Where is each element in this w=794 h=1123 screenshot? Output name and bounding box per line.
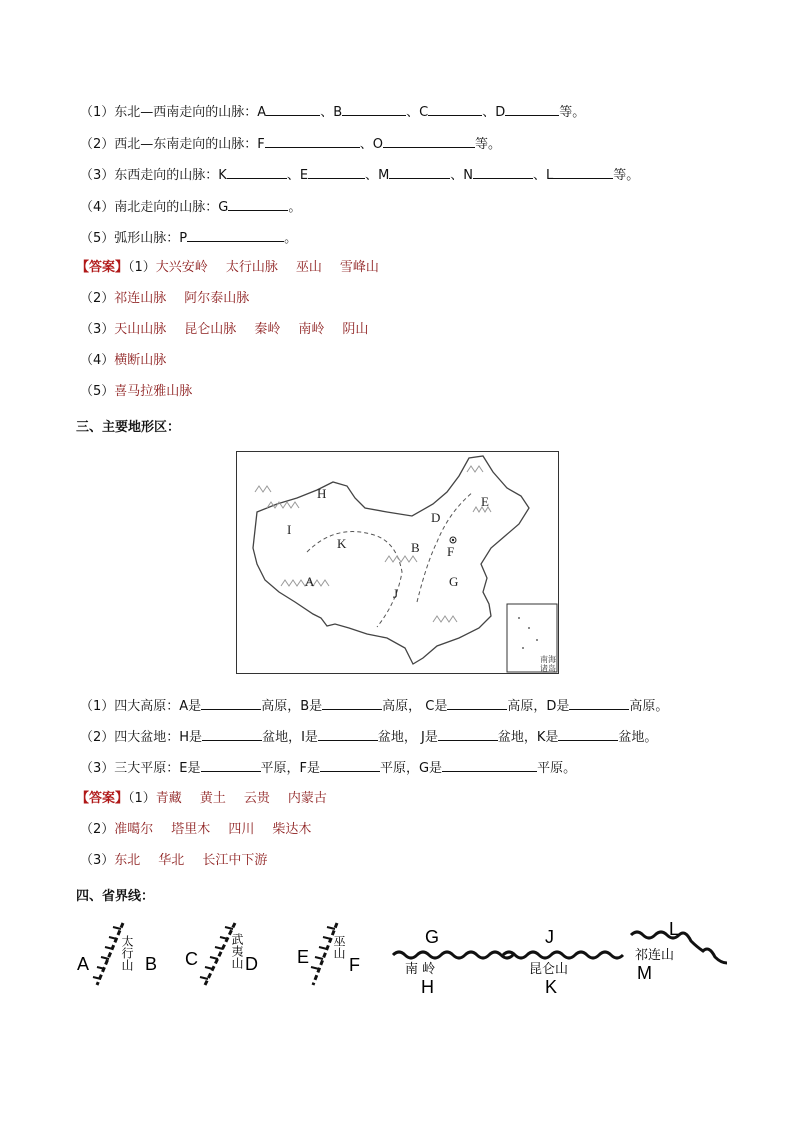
question-5: （5）弧形山脉：P 。 xyxy=(80,228,297,248)
fig3-right: F xyxy=(349,955,360,975)
section-3-title: 三、主要地形区： xyxy=(76,420,181,435)
map-label-k: K xyxy=(337,536,347,551)
map-label-a: A xyxy=(305,574,315,589)
inset-label-2: 诸岛 xyxy=(540,664,556,673)
question-1: （1）东北—西南走向的山脉：A 、B 、C 、D 等。 xyxy=(80,102,585,122)
section-4-title: 四、省界线： xyxy=(76,889,155,904)
map-label-i: I xyxy=(287,522,292,537)
fig1-name: 太行山 xyxy=(120,935,134,971)
fig1-left: A xyxy=(77,954,90,974)
fig6-name: 祁连山 xyxy=(635,948,675,963)
map-label-e: E xyxy=(481,494,489,509)
fig4-top: G xyxy=(425,927,440,947)
fig2-name: 武夷山 xyxy=(230,933,244,969)
map-label-b: B xyxy=(411,540,420,555)
fig2-right: D xyxy=(245,954,258,974)
boundary-fig-kunlun xyxy=(503,927,623,995)
question-3: （3）东西走向的山脉：K 、E 、M 、N 、L 等。 xyxy=(80,165,639,185)
fig2-left: C xyxy=(185,949,198,969)
terrain-q1: （1）四大高原：A是 高原，B是 高原， C是 高原，D是 高原。 xyxy=(80,696,668,716)
fig6-top: L xyxy=(669,919,680,939)
map-label-g: G xyxy=(449,574,459,589)
map-label-f: F xyxy=(447,544,455,559)
inset-label-1: 南海 xyxy=(540,655,556,664)
answer-3: （3）天山山脉 昆仑山脉 秦岭 南岭 阴山 xyxy=(80,322,369,337)
fig5-top: J xyxy=(545,927,554,947)
boundary-fig-qilian xyxy=(631,919,727,983)
terrain-answer-2: （2）准噶尔 塔里木 四川 柴达木 xyxy=(80,822,312,837)
answer-2: （2）祁连山脉 阿尔泰山脉 xyxy=(80,291,250,306)
terrain-answer-1: 【答案】（1）青藏 黄土 云贵 内蒙古 xyxy=(76,791,327,806)
question-2: （2）西北—东南走向的山脉：F 、O 等。 xyxy=(80,134,501,154)
china-terrain-map xyxy=(236,451,559,674)
terrain-q2: （2）四大盆地：H是 盆地，I是 盆地， J是 盆地，K是 盆地。 xyxy=(80,727,657,747)
boundary-fig-wuyi xyxy=(185,923,258,985)
fig3-left: E xyxy=(297,947,310,967)
map-label-j: J xyxy=(393,586,399,601)
fig5-name: 昆仑山 xyxy=(529,962,569,977)
answer-1: 【答案】（1）大兴安岭 太行山脉 巫山 雪峰山 xyxy=(76,260,379,275)
fig5-bottom: K xyxy=(545,977,558,995)
answer-4: （4）横断山脉 xyxy=(80,353,167,368)
map-label-d: D xyxy=(431,510,441,525)
province-boundary-figures xyxy=(75,915,735,995)
boundary-fig-wushan xyxy=(297,923,360,985)
terrain-answer-3: （3）东北 华北 长江中下游 xyxy=(80,853,268,868)
boundary-fig-nanling xyxy=(393,927,513,995)
fig4-bottom: H xyxy=(421,977,434,995)
fig3-name: 巫山 xyxy=(332,935,346,959)
boundary-fig-taihang xyxy=(77,923,157,985)
terrain-q3: （3）三大平原：E是 平原，F是 平原，G是 平原。 xyxy=(80,758,576,778)
fig6-bottom: M xyxy=(637,963,652,983)
fig1-right: B xyxy=(145,954,158,974)
question-4: （4）南北走向的山脉：G 。 xyxy=(80,197,301,217)
map-label-h: H xyxy=(317,486,327,501)
answer-5: （5）喜马拉雅山脉 xyxy=(80,384,193,399)
fig4-name: 南 岭 xyxy=(405,962,436,977)
